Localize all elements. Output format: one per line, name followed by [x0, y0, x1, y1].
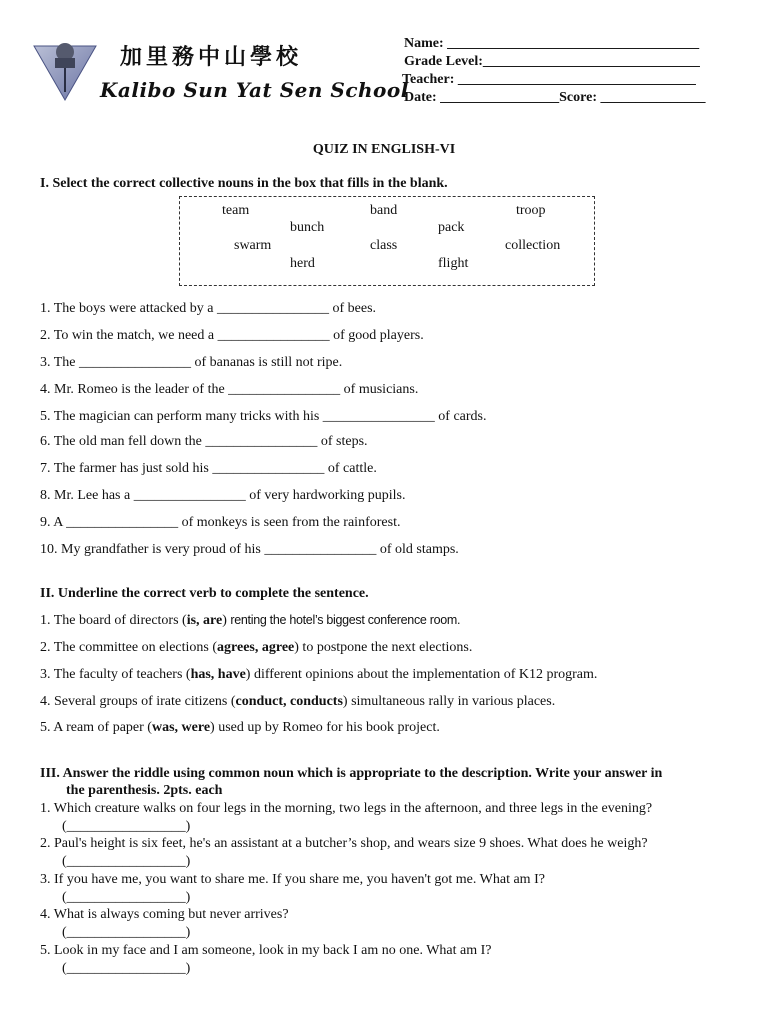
section-1-question: 10. My grandfather is very proud of his ________________ of old stamps. — [40, 542, 459, 557]
question-text: renting the hotel’s biggest conference room. — [230, 613, 461, 627]
teacher-field[interactable]: Teacher: __________________________________ — [402, 72, 696, 87]
section-3-heading: III. Answer the riddle using common noun which is appropriate to the description. Write your answer in — [40, 766, 663, 781]
word-box-item: swarm — [234, 238, 272, 253]
name-field[interactable]: Name: ____________________________________ — [404, 36, 700, 51]
section-1-question: 6. The old man fell down the ________________ of steps. — [40, 434, 368, 449]
riddle-answer-blank[interactable]: (_________________) — [62, 961, 191, 976]
question-text: 1. The board of directors ( — [40, 613, 187, 628]
section-1-question: 1. The boys were attacked by a ________________ of bees. — [40, 301, 377, 316]
riddle-answer-blank[interactable]: (_________________) — [62, 854, 191, 869]
section-2-question — [40, 694, 555, 710]
word-box-item: flight — [438, 256, 469, 271]
section-1-question: 4. Mr. Romeo is the leader of the ________________ of musicians. — [40, 382, 419, 397]
section-2-question — [40, 667, 597, 683]
school-crest-icon — [32, 36, 98, 102]
verb-choice[interactable]: has, have — [190, 667, 246, 682]
school-name-chinese: 加里務中山學校 — [120, 44, 303, 70]
section-1-heading: I. Select the correct collective nouns in the box that fills in the blank. — [40, 176, 448, 191]
section-3-heading-cont: the parenthesis. 2pts. each — [66, 783, 223, 798]
word-box-item: bunch — [290, 220, 325, 235]
question-text: 2. The committee on elections ( — [40, 640, 218, 655]
verb-choice[interactable]: conduct, conducts — [235, 694, 343, 709]
question-text: 4. Several groups of irate citizens ( — [40, 694, 236, 709]
section-1-question: 2. To win the match, we need a ________________ of good players. — [40, 328, 424, 343]
section-1-question: 3. The ________________ of bananas is still not ripe. — [40, 355, 343, 370]
section-2-heading: II. Underline the correct verb to complete the sentence. — [40, 586, 369, 601]
section-2-question — [40, 613, 460, 629]
question-text: ) different opinions about the implementation of K12 program. — [245, 667, 598, 682]
riddle-answer-blank[interactable]: (_________________) — [62, 925, 191, 940]
question-text: 3. The faculty of teachers ( — [40, 667, 191, 682]
verb-choice[interactable]: was, were — [151, 720, 211, 735]
question-text: ) used up by Romeo for his book project. — [210, 720, 440, 735]
riddle-question: 2. Paul's height is six feet, he's an assistant at a butcher’s shop, and wears size 9 shoes. What does he weigh? — [40, 836, 648, 851]
section-2-question — [40, 640, 472, 656]
verb-choice[interactable]: agrees, agree — [217, 640, 295, 655]
word-box-item: team — [222, 203, 250, 218]
riddle-question: 3. If you have me, you want to share me. If you share me, you haven't got me. What am I? — [40, 872, 545, 887]
grade-level-field[interactable]: Grade Level:_______________________________ — [404, 54, 700, 69]
riddle-answer-blank[interactable]: (_________________) — [62, 819, 191, 834]
verb-choice[interactable]: is, are — [186, 613, 223, 628]
section-1-question: 8. Mr. Lee has a ________________ of very hardworking pupils. — [40, 488, 406, 503]
question-text: 5. A ream of paper ( — [40, 720, 152, 735]
word-box-item: class — [370, 238, 398, 253]
question-text: ) — [222, 613, 231, 628]
riddle-question: 5. Look in my face and I am someone, look in my back I am no one. What am I? — [40, 943, 492, 958]
riddle-answer-blank[interactable]: (_________________) — [62, 890, 191, 905]
word-box-item: band — [370, 203, 398, 218]
question-text: ) to postpone the next elections. — [294, 640, 473, 655]
riddle-question: 1. Which creature walks on four legs in the morning, two legs in the afternoon, and three legs in the evening? — [40, 801, 653, 816]
word-box-item: collection — [505, 238, 561, 253]
word-box-item: troop — [516, 203, 546, 218]
question-text: ) simultaneous rally in various places. — [342, 694, 556, 709]
section-1-question: 9. A ________________ of monkeys is seen from the rainforest. — [40, 515, 401, 530]
word-box-item: herd — [290, 256, 315, 271]
school-name-english: Kalibo Sun Yat Sen School — [100, 78, 409, 102]
date-score-field[interactable]: Date: _________________Score: _______________ — [404, 90, 706, 105]
section-2-question — [40, 720, 440, 736]
section-1-question: 5. The magician can perform many tricks with his ________________ of cards. — [40, 409, 487, 424]
riddle-question: 4. What is always coming but never arrives? — [40, 907, 289, 922]
quiz-title: QUIZ IN ENGLISH-VI — [312, 142, 456, 157]
word-box-item: pack — [438, 220, 465, 235]
section-1-question: 7. The farmer has just sold his ________________ of cattle. — [40, 461, 377, 476]
